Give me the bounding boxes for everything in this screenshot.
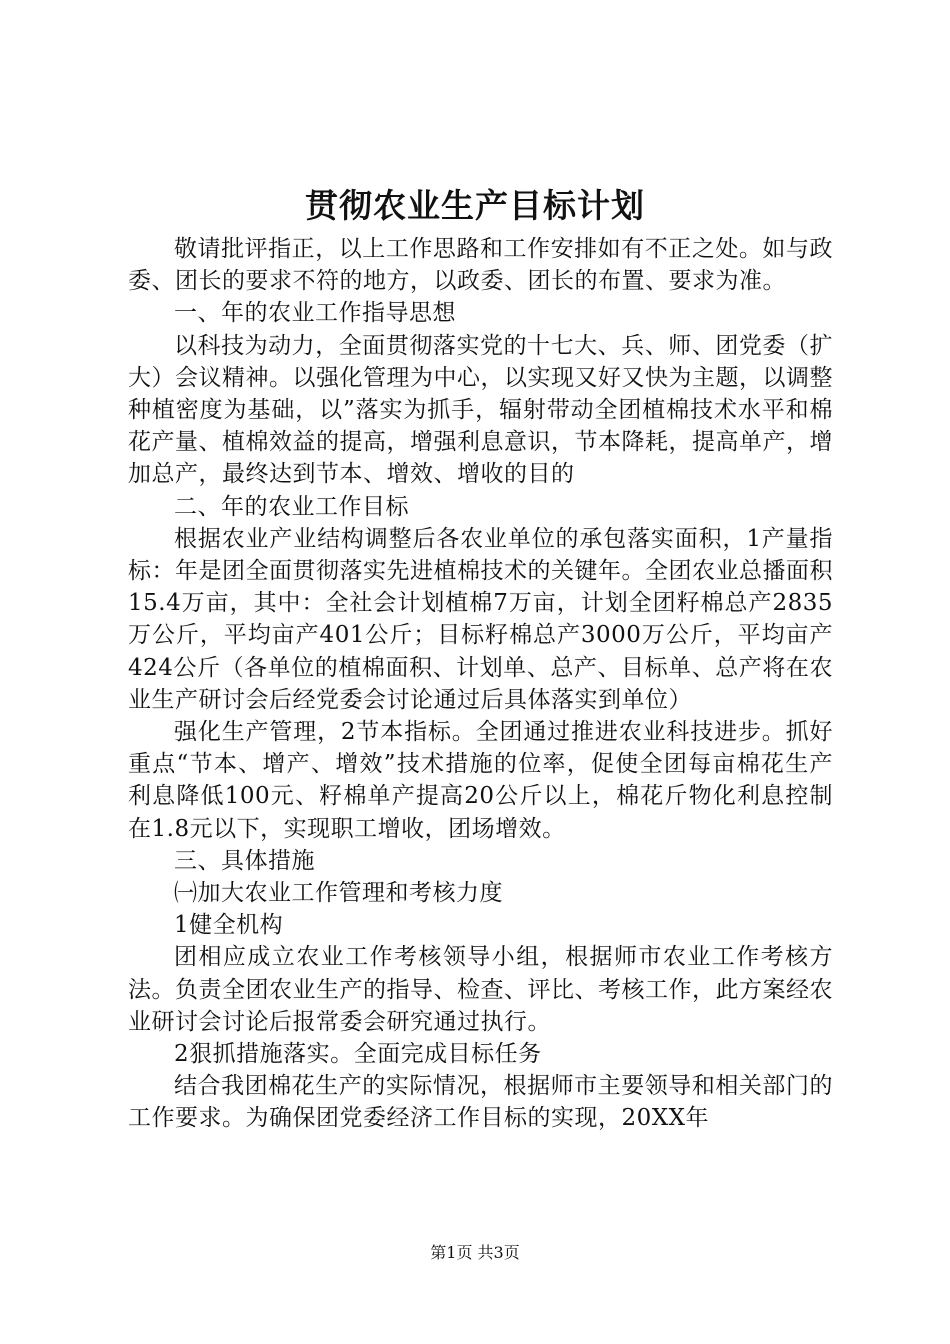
subheading-establish-organization: 1健全机构 <box>174 912 284 939</box>
paragraph-closing-request: 敬请批评指正，以上工作思路和工作安排如有不正之处。如与政委、团长的要求不符的地方，以政委、团长的布置、要求为准。 <box>128 236 833 295</box>
paragraph-implementation: 结合我团棉花生产的实际情况，根据师市主要领导和相关部门的工作要求。为确保团党委经济工作目标的实现，20XX年 <box>128 1073 833 1132</box>
document-title: 贯彻农业生产目标计划 <box>305 186 645 225</box>
heading-guiding-ideology: 一、年的农业工作指导思想 <box>174 300 456 327</box>
subheading-implement-measures: 2狠抓措施落实。全面完成目标任务 <box>174 1041 542 1068</box>
document-body <box>128 233 833 1135</box>
paragraph-assessment-group: 团相应成立农业工作考核领导小组，根据师市农业工作考核方法。负责全团农业生产的指导、检查、评比、考核工作，此方案经农业研讨会讨论后报常委会研究通过执行。 <box>128 944 833 1035</box>
paragraph-yield-targets: 根据农业产业结构调整后各农业单位的承包落实面积，1产量指标：年是团全面贯彻落实先进植棉技术的关键年。全团农业总播面积15.4万亩，其中：全社会计划植棉7万亩，计划全团籽棉总产2835万公斤，平均亩产401公斤；目标籽棉总产3000万公斤，平均亩产424公斤（各单位的植棉面积、计划单、总产、目标单、总产将在农业生产研讨会后经党委会讨论通过后具体落实到单位） <box>128 525 833 713</box>
page-footer: 第1页 共3页 <box>430 1243 520 1262</box>
heading-work-targets: 二、年的农业工作目标 <box>174 493 409 520</box>
paragraph-cost-saving-targets: 强化生产管理，2节本指标。全团通过推进农业科技进步。抓好重点“节本、增产、增效”技术措施的位率，促使全团每亩棉花生产利息降低100元、籽棉单产提高20公斤以上，棉花斤物化利息控制在1.8元以下，实现职工增收，团场增效。 <box>128 719 833 842</box>
subheading-management-assessment: ㈠加大农业工作管理和考核力度 <box>174 880 503 907</box>
heading-specific-measures: 三、具体措施 <box>174 847 315 874</box>
paragraph-guiding-ideology: 以科技为动力，全面贯彻落实党的十七大、兵、师、团党委（扩大）会议精神。以强化管理为中心，以实现又好又快为主题，以调整种植密度为基础，以”落实为抓手，辐射带动全团植棉技术水平和棉花产量、植棉效益的提高，增强利息意识，节本降耗，提高单产，增加总产，最终达到节本、增效、增收的目的 <box>128 332 833 488</box>
